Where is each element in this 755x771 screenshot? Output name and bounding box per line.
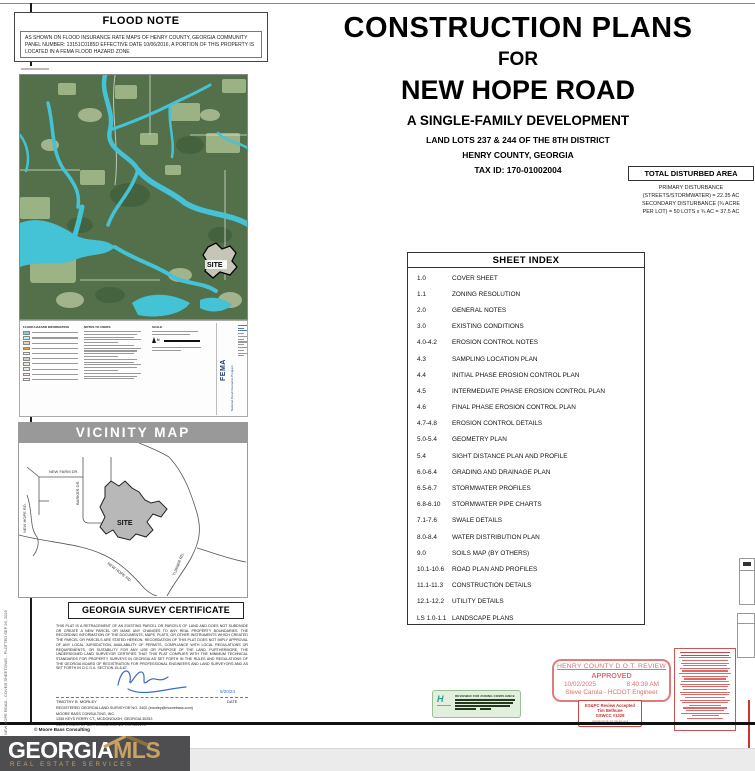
espc-stamp-line3: GSWCC #1329 [595,713,625,719]
sheet-index-row [408,545,644,561]
signature-line [56,697,248,698]
sheet-index-rows [408,270,644,624]
date-label: DATE [227,699,238,704]
firm-legend-strip [19,320,248,417]
sheet-title: EXISTING CONDITIONS [452,323,524,331]
signature-date: 6/20/24 [220,689,236,694]
copyright-text: © Moore Bass Consulting [34,727,90,732]
total-disturbed-area-title: TOTAL DISTURBED AREA [628,166,754,181]
panel-number-block [238,325,247,358]
plan-title: CONSTRUCTION PLANS [343,12,693,44]
review-notes-stamp [674,648,736,731]
sheet-number: 8.0-8.4 [417,533,437,541]
sheet-index-row [408,497,644,513]
espc-stamp-line2: Tim Bethune [597,708,623,714]
georgia-mls-logo [0,736,190,771]
henry-county-logo-icon: H [437,694,453,714]
vicinity-map-title: VICINITY MAP [19,423,247,443]
sheet-title: SOILS MAP (BY OTHERS) [452,549,530,557]
sheet-number: 1.1 [417,290,426,298]
sheet-number: 1.0 [417,274,426,282]
dot-stamp-approved: APPROVED [591,671,632,680]
sheet-index-row [408,270,644,286]
sheet-number: 3.0 [417,323,426,331]
sheet-title: SIGHT DISTANCE PLAN AND PROFILE [452,452,568,460]
vicinity-map [18,422,248,598]
sheet-title: GENERAL NOTES [452,306,507,314]
sheet-index-title: SHEET INDEX [408,253,644,268]
surveyor-signature [112,659,202,697]
north-arrow-icon [152,337,156,343]
sheet-title: GRADING AND DRAINAGE PLAN [452,468,551,476]
sheet-title: INTERMEDIATE PHASE EROSION CONTROL PLAN [452,387,606,395]
sheet-number: 12.1-12.2 [417,598,445,606]
road-label-turner: TURNER RD. [171,551,186,577]
dot-stamp-time: 8:40:39 AM [626,681,659,688]
sheet-index [407,252,645,625]
total-disturbed-area-box [628,166,754,216]
sheet-index-row [408,319,644,335]
flood-hazard-legend [23,325,78,383]
sheet-number: 6.5-6.7 [417,485,437,493]
flood-note-title: FLOOD NOTE [102,15,180,27]
sheet-title: WATER DISTRIBUTION PLAN [452,533,540,541]
sheet-number: 2.0 [417,306,426,314]
sheet-index-row [408,432,644,448]
sheet-number: 9.0 [417,549,426,557]
zoning-compliance-stamp [432,690,521,718]
sheet-title: EROSION CONTROL NOTES [452,339,539,347]
dot-review-stamp [552,659,671,702]
sheet-number: 6.0-6.4 [417,468,437,476]
sheet-title: SWALE DETAILS [452,517,503,525]
sheet-index-row [408,335,644,351]
notes-title: NOTES TO USERS [84,325,111,329]
sheet-index-row [408,383,644,399]
sheet-index-row [408,464,644,480]
sheet-index-row [408,302,644,318]
surveyor-registration-line: REGISTERED GEORGIA LAND SURVEYOR NO. 3402 (tmorley@moorebass.com) [56,706,193,710]
sheet-number: LS 1.0-1.1 [417,614,447,622]
primary-disturbance-line1: PRIMARY DISTURBANCE [658,185,724,191]
logo-subtitle: REAL ESTATE SERVICES [10,762,134,768]
legend-title: FLOOD HAZARD INFORMATION [23,325,69,329]
espc-stamp-line1: ES&PC Review Accepted [585,703,635,708]
sheet-title: ROAD PLAN AND PROFILES [452,565,538,573]
sheet-title: STORMWATER PROFILES [452,485,531,493]
surveyor-company-line: MOORE BASS CONSULTING, INC. [56,711,116,716]
sheet-title: INITIAL PHASE EROSION CONTROL PLAN [452,371,580,379]
title-block [338,12,698,178]
primary-disturbance-line2: (STREETS/STORMWATER) = 22.35 AC [642,193,740,199]
sheet-title: LANDSCAPE PLANS [452,614,514,622]
land-lots-line: LAND LOTS 237 & 244 OF THE 8TH DISTRICT [426,135,610,145]
sheet-number: 11.1-11.3 [417,582,444,590]
survey-certificate-body: THIS PLAT IS A RETRACEMENT OF AN EXISTING PARCEL OR PARCELS OF LAND AND DOES NOT SUBDIVIDE OR CREATE A NEW PARCEL OR MAKE ANY CHANGES TO ANY REAL PROPERTY BOUNDARIES. THE RECORDING INFORMATION OF THE DOCUMENTS, MAPS, PLATS, OR OTHER INSTRUMENTS WHICH CREATED THE PARCEL OR PARCELS ARE STATED HEREON. RECORDATION OF THIS PLAT DOES NOT IMPLY APPROVAL OF ANY LOCAL JURISDICTION, AVAILABILITY OF PERMITS, COMPLIANCE WITH LOCAL REGULATIONS OR REQUIREMENTS, OR SUITABILITY FOR ANY USE OR PURPOSE OF THE LAND. FURTHERMORE, THE UNDERSIGNED LAND SURVEYOR CERTIFIES THAT THIS PLAT COMPLIES WITH THE MINIMUM TECHNICAL STANDARDS FOR PROPERTY SURVEYS IN GEORGIA AS SET FORTH IN THE RULES AND REGULATIONS OF THE GEORGIA BOARD OF REGISTRATION FOR PROFESSIONAL ENGINEERS AND LAND SURVEYORS AND AS SET FORTH IN O.C.G.A. SECTION 15-6-67. [56,624,248,671]
fema-banner [216,323,236,415]
sheet-index-row [408,594,644,610]
sheet-number: 4.7-4.8 [417,420,437,428]
logo-mls-text: MLS [113,737,161,763]
sheet-number: 4.5 [417,387,426,395]
surveyor-name: TIMOTHY B. MORLEY [56,699,97,704]
flood-note-box [14,12,268,62]
logo-georgia-text: GEORGIA [8,737,114,763]
sheet-title: STORMWATER PIPE CHARTS [452,501,542,509]
aerial-map-graphic [20,75,248,320]
sheet-index-row [408,448,644,464]
right-margin-box [737,613,755,658]
sheet-index-row [408,480,644,496]
plan-title-for: FOR [497,49,539,70]
sheet-title: SAMPLING LOCATION PLAN [452,355,538,363]
vicinity-site-label: SITE [117,520,133,527]
sheet-title: CONSTRUCTION DETAILS [452,582,532,590]
sheet-title: ZONING RESOLUTION [452,290,521,298]
dot-stamp-date: 10/02/2025 [564,681,596,688]
fema-logo: FEMA [220,359,227,381]
firm-map-panel [19,66,248,417]
sheet-index-row [408,578,644,594]
road-label-new-farm: NEW FARM DR. [49,469,79,474]
sheet-index-row [408,416,644,432]
road-label-barker: BARKER DR. [75,480,80,505]
sheet-number: 5.4 [417,452,426,460]
sheet-title: UTILITY DETAILS [452,598,504,606]
viewer-background-strip [190,748,755,771]
sheet-number: 4.3 [417,355,426,363]
project-name: NEW HOPE ROAD [400,75,635,105]
sheet-number: 7.1-7.6 [417,517,437,525]
secondary-disturbance-line2: PER LOT) = 50 LOTS x ¾ AC = 37.5 AC [642,209,740,215]
plot-stamp-text: NEW HOPE ROAD - COVER SHEET.DWG - PLOTTED SEP 26, 2025 [3,610,8,735]
surveyor-address-line: 1355 KEYS FERRY CT., MCDONOUGH, GEORGIA 30253 [56,717,153,722]
sheet-number: 6.8-6.10 [417,501,441,509]
scale-title: SCALE [152,325,163,329]
right-margin-box [739,558,755,605]
scale-bar [164,340,200,342]
project-subtitle: A SINGLE-FAMILY DEVELOPMENT [406,113,630,128]
tax-id-line: TAX ID: 170-01002004 [474,165,562,175]
road-label-new-hope-diag: NEW HOPE RD. [106,560,133,584]
sheet-index-row [408,400,644,416]
flood-note-body: AS SHOWN ON FLOOD INSURANCE RATE MAPS OF HENRY COUNTY, GEORGIA COMMUNITY PANEL NUMBER: 13151C0185D EFFECTIVE DATE 10/06/2016, A PORTION OF THIS PROPERTY IS LOCATED IN A FEMA FLOOD HAZARD ZONE [20,31,262,58]
sheet-index-row [408,367,644,383]
nfip-label: National Flood Insurance Program [230,365,234,411]
scale-block [152,325,210,353]
notes-to-users [84,325,146,381]
sheet-number: 4.0-4.2 [417,339,437,347]
sheet-index-row [408,513,644,529]
sheet-index-row [408,561,644,577]
survey-certificate-title: GEORGIA SURVEY CERTIFICATE [68,602,244,619]
logo-roof-icon [102,736,162,748]
sheet-index-row [408,286,644,302]
sheet-bottom-border [0,722,755,725]
firm-top-strip [19,66,248,74]
vicinity-site-polygon [100,481,167,540]
sheet-number: 4.4 [417,371,426,379]
secondary-disturbance-line1: SECONDARY DISTURBANCE (¾ ACRE [641,201,741,207]
sheet-index-row [408,610,644,626]
road-label-new-hope-left: NEW HOPE RD. [22,503,27,533]
vicinity-map-graphic [19,443,246,596]
sheet-title: COVER SHEET [452,274,498,282]
sheet-title: GEOMETRY PLAN [452,436,507,444]
sheet-title: EROSION CONTROL DETAILS [452,420,543,428]
sheet-title: FINAL PHASE EROSION CONTROL PLAN [452,404,576,412]
sheet-index-row [408,529,644,545]
sheet-number: 5.0-5.4 [417,436,437,444]
sheet-index-row [408,351,644,367]
zoning-stamp-header: REVIEWED FOR ZONING COMPLIANCE [455,694,515,698]
sheet-top-border [0,3,755,4]
county-line: HENRY COUNTY, GEORGIA [462,150,574,160]
sheet-number: 4.6 [417,404,426,412]
sheet-number: 10.1-10.6 [417,565,445,573]
dot-stamp-engineer: Steve Carola - HCDOT Engineer [565,689,658,696]
aerial-site-label: SITE [207,262,223,269]
dot-stamp-title: HENRY COUNTY D.O.T. REVIEW [556,663,667,670]
aerial-flood-map [19,74,248,320]
north-label: N [157,338,160,343]
